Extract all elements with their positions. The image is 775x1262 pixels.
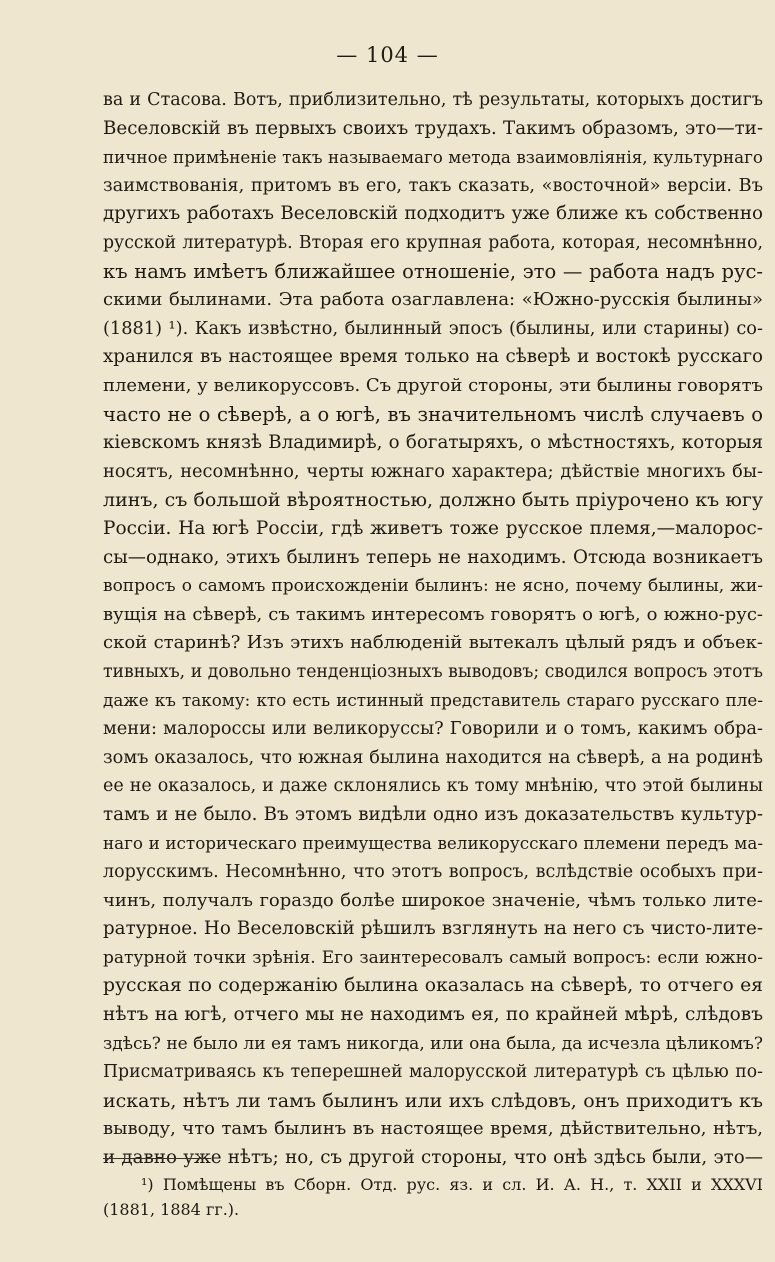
text-line: ской старинѣ? Изъ этихъ наблюденій вытекалъ цѣлый рядъ и объек- bbox=[103, 632, 763, 654]
text-line: носятъ, несомнѣнно, черты южнаго характера; дѣйствіе многихъ бы- bbox=[103, 461, 763, 482]
text-line: русская по содержанію былина оказалась на сѣверѣ, то отчего ея bbox=[103, 975, 763, 997]
footnote bbox=[103, 1172, 763, 1222]
text-line: и давно уже нѣтъ; но, съ другой стороны, что онѣ здѣсь были, это— bbox=[103, 1146, 763, 1168]
text-line: сы—однако, этихъ былинъ теперь не находимъ. Отсюда возникаетъ bbox=[103, 546, 763, 568]
text-line: мени: малороссы или великоруссы? Говорили и о томъ, какимъ обра- bbox=[103, 719, 763, 740]
text-line: часто не о сѣверѣ, а о югѣ, въ значительномъ числѣ случаевъ о bbox=[103, 402, 763, 426]
footnote-line: ¹) Помѣщены въ Сборн. Отд. рус. яз. и сл. И. А. Н., т. XXII и XXXVI bbox=[141, 1175, 763, 1194]
text-line: тивныхъ, и довольно тенденціозныхъ выводовъ; сводился вопросъ этотъ bbox=[103, 661, 763, 682]
text-line: вопросъ о самомъ происхожденіи былинъ: не ясно, почему былины, жи- bbox=[103, 576, 763, 597]
text-line: ее не оказалось, и даже склонялись къ тому мнѣнію, что этой былины bbox=[103, 776, 763, 797]
text-line: наго и историческаго преимущества великорусскаго племени передъ ма- bbox=[103, 833, 763, 854]
text-line: къ намъ имѣетъ ближайшее отношеніе, это — работа надъ рус- bbox=[103, 259, 763, 283]
text-line: пичное примѣненіе такъ называемаго метода взаимовліянія, культурнаго bbox=[103, 147, 763, 168]
footnote-line: (1881, 1884 гг.). bbox=[103, 1200, 240, 1219]
text-line: ва и Стасова. Вотъ, приблизительно, тѣ результаты, которыхъ достигъ bbox=[103, 90, 763, 110]
text-line: искать, нѣтъ ли тамъ былинъ или ихъ слѣдовъ, онъ приходитъ къ bbox=[103, 1089, 763, 1112]
text-line: тамъ и не было. Въ этомъ видѣли одно изъ доказательствъ культур- bbox=[103, 803, 763, 825]
text-line: зомъ оказалось, что южная былина находится на сѣверѣ, а на родинѣ bbox=[103, 747, 763, 768]
text-line: кіевскомъ князѣ Владимирѣ, о богатыряхъ, о мѣстностяхъ, которыя bbox=[103, 432, 763, 454]
body-text bbox=[103, 86, 763, 1173]
text-line: хранился въ настоящее время только на сѣверѣ и востокѣ русскаго bbox=[103, 346, 763, 368]
text-line: другихъ работахъ Веселовскій подходитъ уже ближе къ собственно bbox=[103, 203, 763, 225]
text-line: Россіи. На югѣ Россіи, гдѣ живетъ тоже русское племя,—малорос- bbox=[103, 517, 763, 539]
text-line: чинъ, получалъ гораздо болѣе широкое значеніе, чѣмъ только лите- bbox=[103, 889, 763, 911]
text-line: скими былинами. Эта работа озаглавлена: «Южно-русскія былины» bbox=[103, 289, 763, 311]
text-line: выводу, что тамъ былинъ въ настоящее время, дѣйствительно, нѣтъ, bbox=[103, 1118, 763, 1140]
text-line: племени, у великоруссовъ. Съ другой стороны, эти былины говорятъ bbox=[103, 374, 763, 396]
text-line: Присматриваясь къ теперешней малорусской литературѣ съ цѣлью по- bbox=[103, 1062, 763, 1083]
footnote-divider bbox=[103, 1158, 211, 1159]
text-line: (1881) ¹). Какъ извѣстно, былинный эпосъ (былины, или старины) со- bbox=[103, 318, 763, 339]
text-line: нѣтъ на югѣ, отчего мы не находимъ ея, по крайней мѣрѣ, слѣдовъ bbox=[103, 1004, 763, 1025]
text-line: ратурное. Но Веселовскій рѣшилъ взглянуть на него съ чисто-лите- bbox=[103, 918, 763, 940]
text-line: русской литературѣ. Вторая его крупная работа, которая, несомнѣнно, bbox=[103, 232, 763, 253]
text-line: здѣсь? не было ли ея тамъ никогда, или она была, да исчезла цѣликомъ? bbox=[103, 1033, 763, 1054]
page-number: — 104 — bbox=[336, 43, 439, 67]
text-line: Веселовскій въ первыхъ своихъ трудахъ. Такимъ образомъ, это—ти- bbox=[103, 117, 763, 139]
text-line: линъ, съ большой вѣроятностью, должно быть пріурочено къ югу bbox=[103, 489, 763, 512]
text-line: заимствованія, притомъ въ его, такъ сказать, «восточной» версіи. Въ bbox=[103, 175, 763, 196]
text-line: вущія на сѣверѣ, съ такимъ интересомъ говорятъ о югѣ, о южно-рус- bbox=[103, 603, 763, 625]
text-line: ратурной точки зрѣнія. Его заинтересовалъ самый вопросъ: если южно- bbox=[103, 947, 763, 968]
text-line: лорусскимъ. Несомнѣнно, что этотъ вопросъ, вслѣдствіе особыхъ при- bbox=[103, 862, 763, 883]
text-line: даже къ такому: кто есть истинный представитель стараго русскаго пле- bbox=[103, 690, 763, 711]
